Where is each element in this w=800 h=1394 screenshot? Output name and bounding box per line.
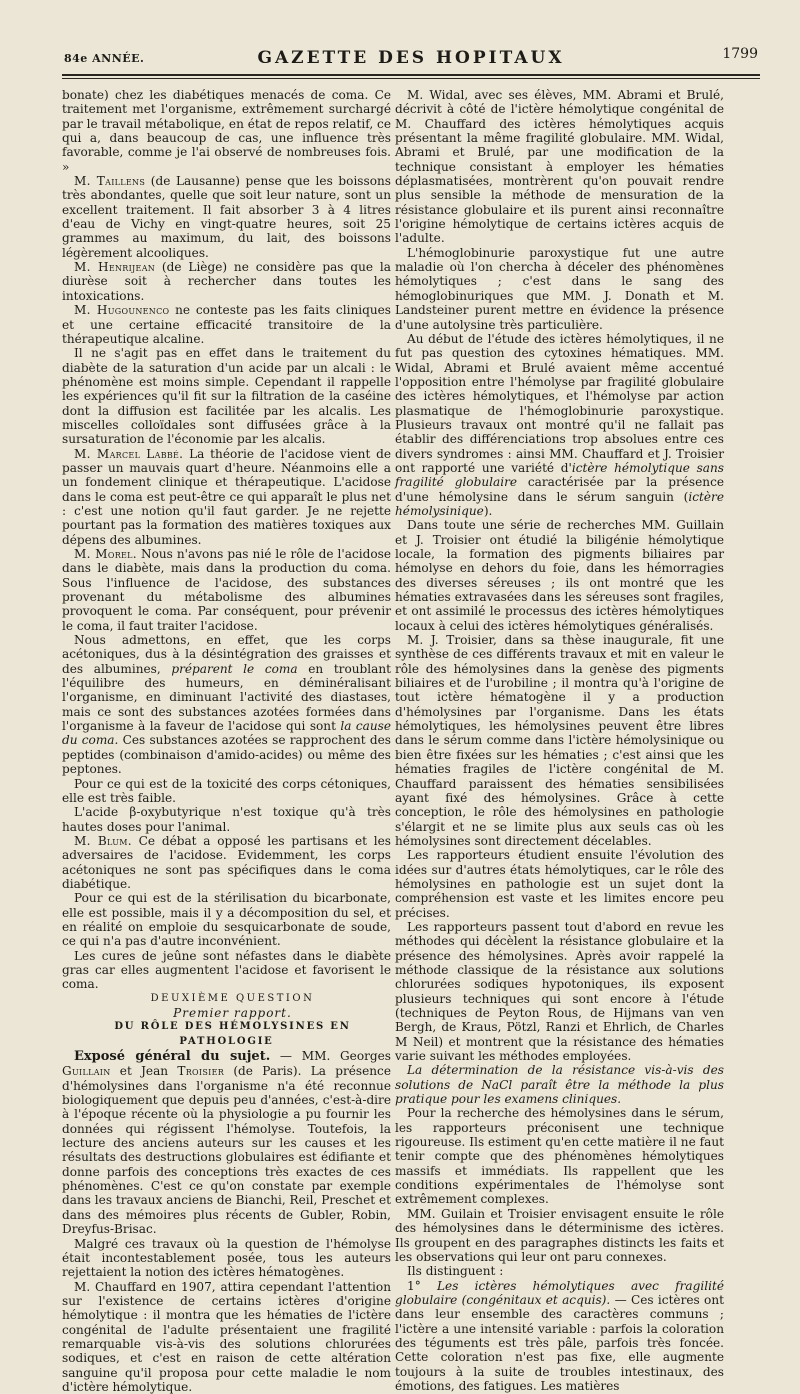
- right-column: [395, 88, 724, 1393]
- paragraph-text: Ces substances azotées se rapprochent des peptides (combinaison d'amido-acides) ou même des peptones.: [62, 733, 391, 777]
- paragraph: [62, 633, 391, 776]
- paragraph-text: Au début de l'étude des ictères hémolytiques, il ne fut pas question des cytoxines hématiques. MM. Widal, Abrami et Brulé avaient même accentué l'opposition entre l'hémolyse par fragilité globulaire des ictères hémolytiques, et l'hémolyse par action plasmatique de l'hémoglobinurie paroxystique. Plusieurs travaux ont montré qu'il ne fallait pas établir des différenciations trop absolues entre ces divers syndromes : ainsi MM. Chauffard et J. Troisier ont rapporté une variété d': [395, 331, 724, 475]
- paragraph-text: ne conteste pas les faits cliniques et une certaine efficacité transitoire de la thérapeutique alcaline.: [62, 303, 391, 346]
- paragraph-text: 1°: [407, 1278, 437, 1293]
- italic-text: la cause du coma.: [62, 719, 391, 748]
- italic-text: Les ictères hémolytiques avec fragilité globulaire (congénitaux et acquis).: [395, 1278, 724, 1307]
- paragraph-text: Nous n'avons pas nié le rôle de l'acidose dans le diabète, mais dans la production du coma. Sous l'influence de l'acidose, des substances provenant du métabolisme des albumines provoquent le coma. Par conséquent, pour prévenir le coma, il faut traiter l'acidose.: [62, 547, 391, 633]
- paragraph: L'hémoglobinurie paroxystique fut une autre maladie où l'on chercha à déceler des phénomènes hémolytiques ; c'est dans le sang des hémoglobinuriques que MM. J. Donath et M. Landsteiner purent mettre en évidence la présence d'une autolysine très particulière.: [395, 245, 724, 332]
- paragraph: M. Chauffard en 1907, attira cependant l'attention sur l'existence de certains ictères d'origine hémolytique : il montra que les hématies de l'ictère congénital de l'adulte présentaient une fragilité remarquable vis-à-vis des solutions chlorurées sodiques, et c'est en raison de cette altération sanguine qu'il proposa pour cette maladie le nom d'ictère hémolytique.: [62, 1279, 391, 1394]
- paragraph-text: — MM. Georges: [270, 1049, 391, 1064]
- paragraph-text: et Jean: [110, 1064, 178, 1079]
- italic-text: ictère hémolysinique: [395, 489, 724, 518]
- paragraph: [62, 834, 391, 891]
- italic-text: préparent le coma: [171, 661, 298, 676]
- paragraph: [62, 547, 391, 633]
- page-number: 1799: [722, 46, 758, 62]
- paragraph-text: en troublant l'équilibre des humeurs, en déminéralisant l'organisme, en diminuant l'activité des diastases, mais ce sont des substances azotées formées dans l'organisme à la faveur de l'acidose qui sont: [62, 661, 391, 734]
- paragraph: Les rapporteurs passent tout d'abord en revue les méthodes qui décèlent la résistance globulaire et la présence des hémolysines. Après avoir rappelé la méthode classique de la résistance aux solutions chlorurées sodiques hypotoniques, ils exposent plusieurs techniques qui sont encore à l'étude (techniques de Peyton Rous, de Hijmans van ven Bergh, de Kraus, Pötzl, Ranzi et Ehrlich, de Charles M Neil) et montrent que la résistance des hématies varie suivant les méthodes employées.: [395, 919, 724, 1064]
- paragraph: bonate) chez les diabétiques menacés de coma. Ce traitement met l'organisme, extrêmement surchargé par le travail métabolique, en état de repos relatif, ce qui a, dans beaucoup de cas, une influence très favorable, comme je l'ai observé de nombreuses fois. »: [62, 88, 391, 174]
- author-name: Troisier: [177, 1064, 225, 1079]
- section-title: DU RÔLE DES HÉMOLYSINES EN PATHOLOGIE: [114, 1021, 351, 1047]
- italic-text: ictère hémolytique sans fragilité globulaire: [395, 460, 725, 490]
- edition-label: 84e ANNÉE.: [64, 52, 145, 65]
- header-rule-thin: [62, 78, 760, 79]
- paragraph: M. J. Troisier, dans sa thèse inaugurale, fit une synthèse de ces différents travaux et mit en valeur le rôle des hémolysines dans la genèse des pigments biliaires et de l'urobiline ; il montra qu'à l'origine de tout ictère hématogène il y a production d'hémolysines par l'organisme. Dans les états hémolytiques, les hémolysines peuvent être libres dans le sérum comme dans l'ictère hémolysinique ou bien être fixées sur les hématies ; c'est ainsi que les hématies fragiles de l'ictère congénital de M. Chauffard paraissent des hématies sensibilisées ayant fixé des hémolysines. Grâce à cette conception, le rôle des hémolysines en pathologie s'élargit et ne se limite plus aux seuls cas où les hémolysines sont directement décelables.: [395, 633, 724, 848]
- paragraph-text: La théorie de l'acidose vient de passer un mauvais quart d'heure. Néanmoins elle a un fondement clinique et thérapeutique. L'acidose dans le coma est peut-être ce qui apparaît le plus net : c'est une notion qu'il faut garder. Je ne rejette pourtant pas la formation des matières toxiques aux dépens des albumines.: [62, 446, 391, 547]
- paragraph: [62, 1049, 391, 1236]
- speaker-name: M. Henrijean: [74, 260, 156, 275]
- paragraph: Dans toute une série de recherches MM. Guillain et J. Troisier ont étudié la biligénie hémolytique locale, la formation des pigments biliaires par hémolyse en dehors du foie, dans les hémorragies des diverses séreuses ; ils ont montré que les hématies extravasées dans les séreuses sont fragiles, et ont assimilé le processus des ictères hémolytiques locaux à celui des ictères hémolytiques généralisés.: [395, 518, 724, 633]
- paragraph: [62, 260, 391, 303]
- speaker-name: M. Marcel Labbé.: [74, 446, 184, 461]
- paragraph: Pour la recherche des hémolysines dans le sérum, les rapporteurs préconisent une technique rigoureuse. Ils estiment qu'en cette matière il ne faut tenir compte que des phénomènes hémolytiques massifs et immédiats. Ils rappellent que les conditions expérimentales de l'hémolyse sont extrêmement complexes.: [395, 1106, 724, 1207]
- paragraph: La détermination de la résistance vis-à-vis des solutions de NaCl paraît être la méthode la plus pratique pour les examens cliniques.: [395, 1063, 724, 1107]
- paragraph-text: ).: [483, 503, 493, 518]
- paragraph-text: (de Paris). La présence d'hémolysines dans l'organisme n'a été reconnue biologiquement que depuis peu d'années, c'est-à-dire à l'époque récente où la physiologie a pu fournir les données qui régissent l'hémolyse. Toutefois, la lecture des anciens auteurs sur les causes et les résultats des destructions globulaires est édifiante et donne parfois des conceptions très exactes de ces phénomènes. C'est ce qu'on constate par exemple dans les travaux anciens de Bianchi, Reil, Preschet et dans des mémoires plus récents de Gubler, Robin, Dreyfus-Brisac.: [62, 1064, 391, 1237]
- speaker-name: M. Taillens: [74, 174, 146, 189]
- paragraph-text: (de Liège) ne considère pas que la diurèse soit à rechercher dans toutes les intoxications.: [62, 260, 391, 303]
- paragraph: Il ne s'agit pas en effet dans le traitement du diabète de la saturation d'un acide par un alcali : le phénomène est moins simple. Cependant il rappelle les expériences qu'il fit sur la filtration de la caséine dont la diffusion est facilitée par les alcalis. Les miscelles colloïdales sont diffusées grâce à la sursaturation de l'économie par les alcalis.: [62, 346, 391, 447]
- paragraph-text: Ce débat a opposé les partisans et les adversaires de l'acidose. Evidemment, les corps acétoniques ne sont pas spécifiques dans le coma diabétique.: [62, 833, 391, 891]
- speaker-name: M. Hugounenco: [74, 303, 170, 318]
- speaker-name: M. Blum.: [74, 833, 132, 848]
- paragraph: L'acide β-oxybutyrique n'est toxique qu'à très hautes doses pour l'animal.: [62, 805, 391, 834]
- section-subtitle: Premier rapport.: [173, 1006, 292, 1020]
- header-rule: [62, 74, 760, 76]
- paragraph: Malgré ces travaux où la question de l'hémolyse était incontestablement posée, tous les auteurs rejettaient la notion des ictères hématogènes.: [62, 1236, 391, 1280]
- lead-in: Exposé général du sujet.: [74, 1049, 271, 1065]
- paragraph: [62, 174, 391, 260]
- masthead: [64, 44, 758, 74]
- paragraph-text: (de Lausanne) pense que les boissons très abondantes, quelle que soit leur nature, sont un excellent traitement. Il fait absorber 3 à 4 litres d'eau de Vichy en vingt-quatre heures, soit 25 grammes au maximum, du lait, des boissons légèrement alcooliques.: [62, 174, 391, 260]
- author-name: Guillain: [62, 1064, 111, 1079]
- paragraph-text: Nous admettons, en effet, que les corps acétoniques, dus à la désintégration des graisses et des albumines,: [62, 633, 391, 676]
- paragraph: [62, 303, 391, 346]
- newspaper-title: GAZETTE DES HOPITAUX: [257, 48, 565, 68]
- paragraph-text: — Ces ictères ont dans leur ensemble des caractères communs ; l'ictère a une intensité variable : parfois la coloration des téguments est très pâle, parfois très foncée. Cette coloration n'est pas fixe, elle augmente toujours à la suite de troubles intestinaux, des émotions, des fatigues. Les matières: [395, 1292, 724, 1393]
- paragraph: [395, 1279, 724, 1394]
- paragraph: [395, 332, 724, 518]
- paragraph: Ils distinguent :: [407, 1264, 504, 1279]
- paragraph: Pour ce qui est de la stérilisation du bicarbonate, elle est possible, mais il y a décomposition du sel, et en réalité on emploie du sesquicarbonate de soude, ce qui n'a pas d'autre inconvénient.: [62, 891, 391, 949]
- section-label: DEUXIÈME QUESTION: [150, 992, 315, 1004]
- paragraph: MM. Guilain et Troisier envisagent ensuite le rôle des hémolysines dans le déterminisme des ictères. Ils groupent en des paragraphes distincts les faits et les observations qui leur ont paru connexes.: [395, 1206, 724, 1264]
- paragraph: Les cures de jeûne sont néfastes dans le diabète gras car elles augmentent l'acidose et favorisent le coma.: [62, 948, 391, 992]
- paragraph: Pour ce qui est de la toxicité des corps cétoniques, elle est très faible.: [62, 776, 391, 805]
- paragraph: [62, 447, 391, 547]
- paragraph: M. Widal, avec ses élèves, MM. Abrami et Brulé, décrivit à côté de l'ictère hémolytique congénital de M. Chauffard des ictères hémolytiques acquis présentant la même fragilité globulaire. MM. Widal, Abrami et Brulé, par une modification de la technique consistant à employer les hématies déplasmatisées, montrèrent qu'on pouvait rendre plus sensible la méthode de mensuration de la résistance globulaire et ils purent ainsi reconnaître l'origine hémolytique de certains ictères acquis de l'adulte.: [395, 88, 724, 246]
- left-column: [62, 88, 391, 1394]
- paragraph: Les rapporteurs étudient ensuite l'évolution des idées sur d'autres états hémolytiques, car le rôle des hémolysines en pathologie est un sujet dont la compréhension est vaste et les limites encore peu précises.: [395, 848, 724, 920]
- speaker-name: M. Morel.: [74, 547, 137, 561]
- paragraph-text: caractérisée par la présence d'une hémolysine dans le sérum sanguin (: [395, 475, 725, 504]
